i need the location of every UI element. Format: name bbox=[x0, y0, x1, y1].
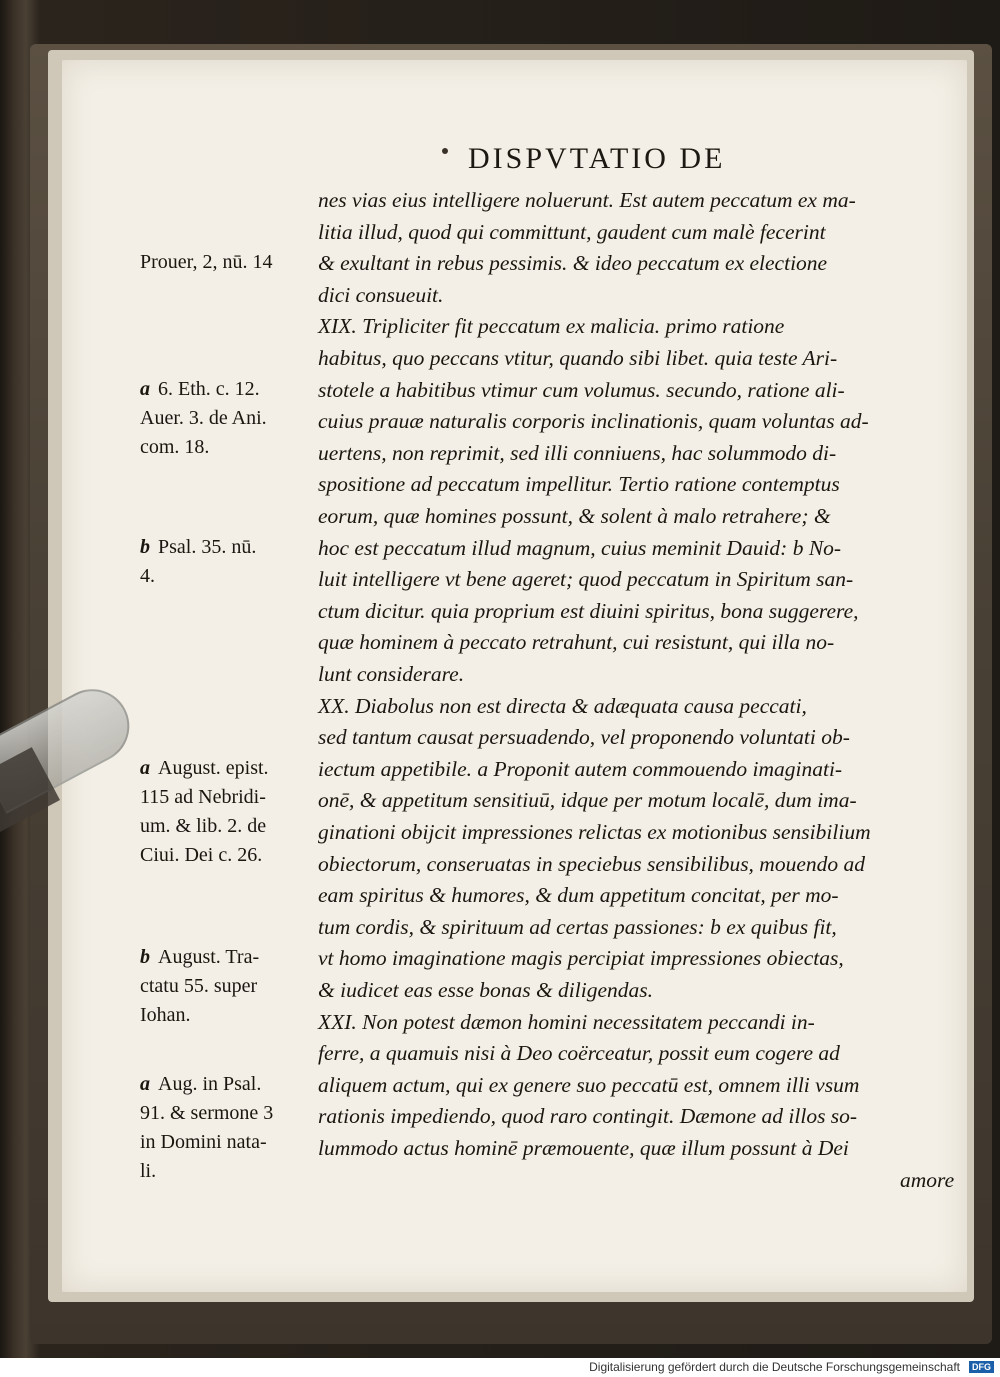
text-line: stotele a habitibus vtimur cum volumus. secundo, ratione ali- bbox=[318, 377, 845, 402]
ornament-dot bbox=[442, 148, 448, 154]
margin-note-text: ctatu 55. super bbox=[140, 975, 258, 998]
text-line: & iudicet eas esse bonas & diligendas. bbox=[318, 978, 654, 1002]
text-line: lunt considerare. bbox=[318, 662, 465, 686]
text-line: dici consueuit. bbox=[318, 282, 444, 307]
text-line: ginationi obijcit impressiones relictas ex motionibus sensibilium bbox=[318, 820, 871, 844]
margin-note-line bbox=[140, 946, 259, 969]
margin-note-text: in Domini nata- bbox=[140, 1130, 267, 1153]
text-line: nes vias eius intelligere noluerunt. Est autem peccatum ex ma- bbox=[318, 188, 856, 212]
margin-note-text: 115 ad Nebridi- bbox=[140, 785, 266, 808]
margin-note-line bbox=[140, 1073, 261, 1096]
margin-note-line bbox=[140, 757, 269, 780]
text-line: eorum, quæ homines possunt, & solent à malo retrahere; & bbox=[318, 504, 831, 528]
text-line: XIX. Tripliciter fit peccatum ex malicia. primo ratione bbox=[318, 314, 785, 339]
text-line: vt homo imaginatione magis percipiat impressiones obiectas, bbox=[318, 946, 844, 971]
footer-bar bbox=[0, 1358, 1000, 1377]
text-line: habitus, quo peccans vtitur, quando sibi libet. quia teste Ari- bbox=[318, 346, 838, 370]
text-line: uertens, non reprimit, sed illi conniuens, hac solummodo di- bbox=[318, 440, 837, 465]
text-line: rationis impediendo, quod raro contingit. Dæmone ad illos so- bbox=[318, 1104, 858, 1129]
footnote-letter: b bbox=[140, 946, 150, 969]
margin-note-text: 4. bbox=[140, 564, 155, 587]
margin-note-text: um. & lib. 2. de bbox=[140, 814, 267, 837]
margin-note-line bbox=[140, 251, 273, 274]
funding-notice: Digitalisierung gefördert durch die Deutsche Forschungsgemeinschaft bbox=[589, 1360, 960, 1374]
footnote-letter: a bbox=[140, 1072, 150, 1095]
text-line: sed tantum causat persuadendo, vel proponendo voluntati ob- bbox=[318, 725, 850, 750]
dfg-logo: DFG bbox=[969, 1361, 994, 1373]
margin-note-line bbox=[140, 1131, 267, 1154]
footnote-letter: b bbox=[140, 535, 150, 558]
text-line: cuius prauæ naturalis corporis inclinationis, quam voluntas ad- bbox=[318, 409, 869, 434]
margin-note-text: Iohan. bbox=[140, 1004, 191, 1027]
text-line: aliquem actum, qui ex genere suo peccatū est, omnem illi vsum bbox=[318, 1072, 860, 1097]
text-line: XX. Diabolus non est directa & adæquata causa peccati, bbox=[318, 693, 807, 718]
margin-note-text: August. Tra- bbox=[158, 946, 260, 969]
margin-note-text: com. 18. bbox=[140, 435, 210, 458]
margin-note-line bbox=[140, 378, 260, 401]
text-line: litia illud, quod qui committunt, gaudent cum malè fecerint bbox=[318, 219, 826, 244]
margin-note-line bbox=[140, 815, 266, 838]
text-line: quæ hominem à peccato retrahunt, cui resistunt, qui illa no- bbox=[318, 630, 835, 655]
margin-note-text: Aug. in Psal. bbox=[158, 1072, 262, 1095]
margin-note-line bbox=[140, 536, 256, 559]
margin-note-line bbox=[140, 407, 267, 430]
margin-note-line bbox=[140, 975, 257, 998]
margin-note-line bbox=[140, 565, 155, 588]
margin-note-line bbox=[140, 1160, 156, 1183]
margin-note-line bbox=[140, 786, 266, 809]
margin-note-text: August. epist. bbox=[158, 756, 269, 779]
margin-note-line bbox=[140, 436, 209, 459]
footnote-letter: a bbox=[140, 756, 150, 779]
text-line: luit intelligere vt bene ageret; quod peccatum in Spiritum san- bbox=[318, 567, 854, 592]
text-line: iectum appetibile. a Proponit autem commouendo imaginati- bbox=[318, 756, 843, 781]
text-line: lummodo actus hominē præmouente, quæ illum possunt à Dei bbox=[318, 1136, 849, 1160]
margin-note-text: Prouer, 2, nū. 14 bbox=[140, 251, 273, 274]
margin-note-text: Psal. 35. nū. bbox=[158, 535, 257, 558]
text-line: XXI. Non potest dæmon homini necessitatem peccandi in- bbox=[318, 1009, 815, 1034]
margin-note-line bbox=[140, 844, 262, 867]
margin-note-text: li. bbox=[140, 1159, 157, 1182]
text-line: ctum dicitur. quia proprium est diuini spiritus, bona suggerere, bbox=[318, 598, 859, 623]
margin-note-line bbox=[140, 1004, 191, 1027]
margin-note-text: Auer. 3. de Ani. bbox=[140, 406, 267, 429]
margin-note-text: Ciui. Dei c. 26. bbox=[140, 843, 263, 866]
text-line: ferre, a quamuis nisi à Deo coërceatur, possit eum cogere ad bbox=[318, 1041, 840, 1066]
text-line: hoc est peccatum illud magnum, cuius meminit Dauid: b No- bbox=[318, 535, 842, 560]
margin-note-line bbox=[140, 1102, 273, 1125]
footnote-letter: a bbox=[140, 377, 150, 400]
text-line: & exultant in rebus pessimis. & ideo peccatum ex electione bbox=[318, 251, 828, 276]
text-line: spositione ad peccatum impellitur. Tertio ratione contemptus bbox=[318, 472, 840, 497]
text-line: onē, & appetitum sensitiuū, idque per motum localē, dum ima- bbox=[318, 788, 857, 813]
text-line: eam spiritus & humores, & dum appetitum concitat, per mo- bbox=[318, 883, 839, 908]
text-line: obiectorum, conseruatas in speciebus sensibilibus, mouendo ad bbox=[318, 851, 866, 876]
margin-note-text: 91. & sermone 3 bbox=[140, 1101, 274, 1124]
text-line: tum cordis, & spirituum ad certas passiones: b ex quibus fit, bbox=[318, 914, 837, 939]
running-head: DISPVTATIO DE bbox=[468, 142, 726, 175]
margin-note-text: 6. Eth. c. 12. bbox=[158, 377, 260, 400]
text-line: amore bbox=[900, 1167, 955, 1192]
